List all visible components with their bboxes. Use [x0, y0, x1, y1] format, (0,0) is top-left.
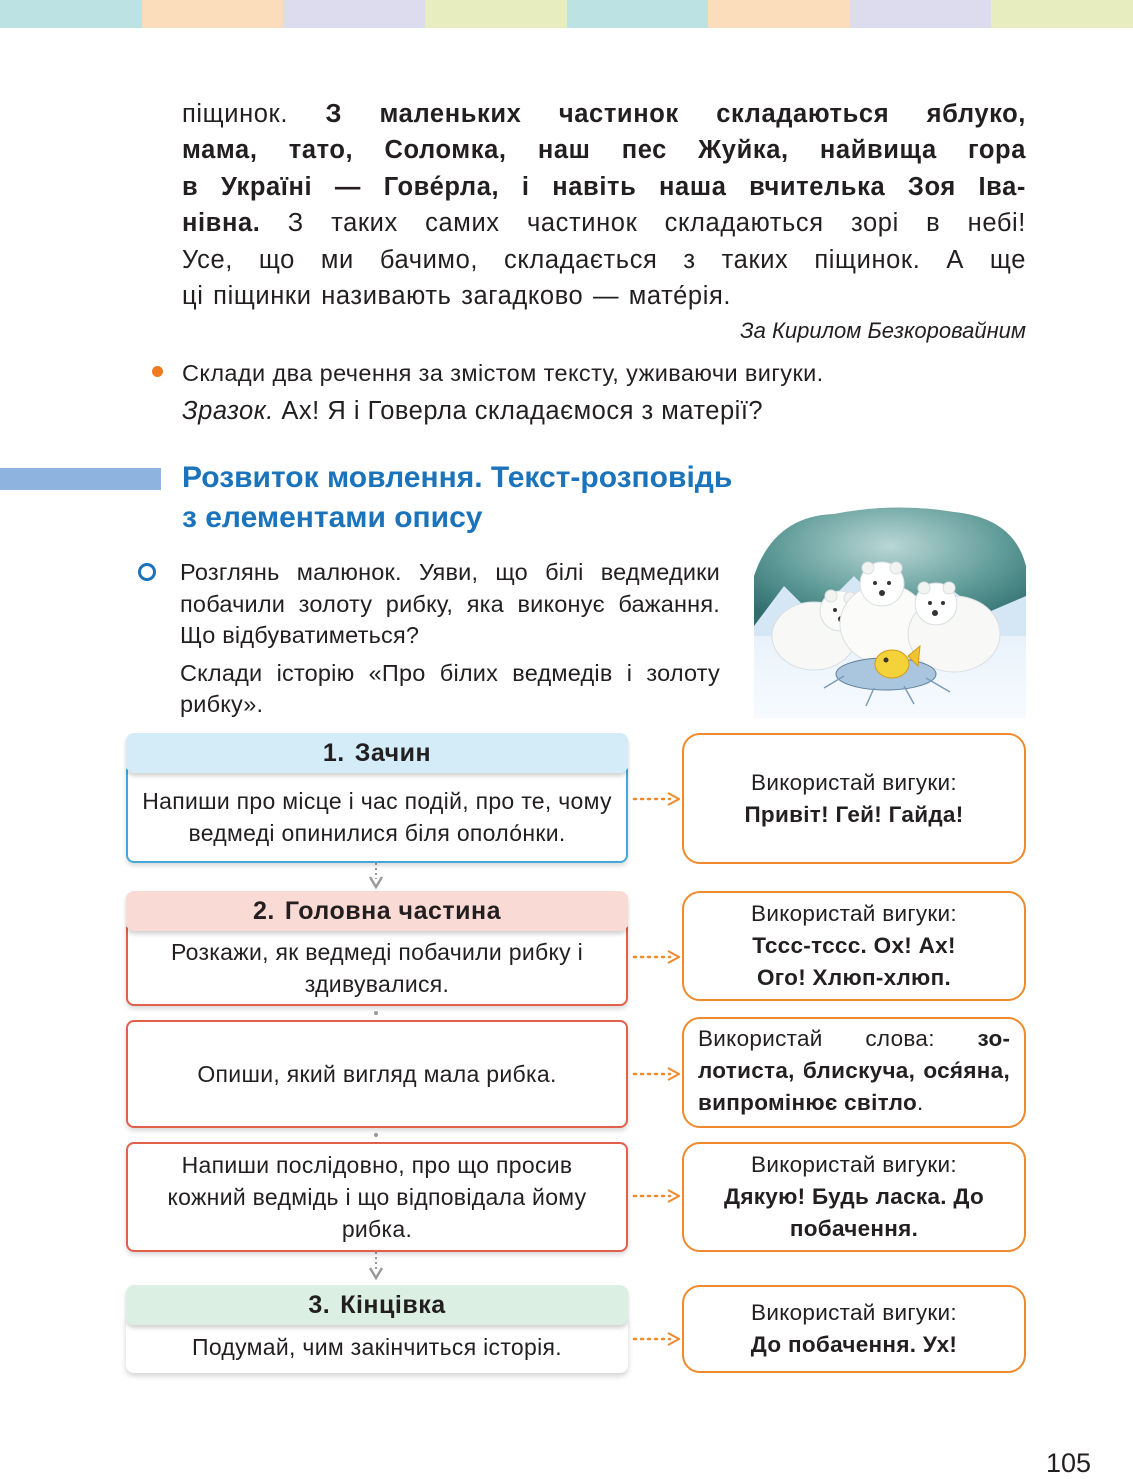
plan-number: 1.	[322, 739, 345, 767]
section-title-line: з елементами опису	[182, 501, 483, 534]
plan-box-text: Подумай, чим закінчиться історія.	[192, 1334, 562, 1360]
dotted-arrow-icon	[632, 792, 680, 806]
top-bar-segment	[708, 0, 850, 28]
dotted-arrow-icon	[632, 1189, 680, 1203]
task-paragraph: Склади історію «Про білих ведмедів і золоту рибку».	[180, 659, 720, 717]
dotted-arrow-icon	[632, 1067, 680, 1081]
plan-box-text: Напиши послідовно, про що просив кожний ведмідь і що відповідала йому рибка.	[167, 1152, 587, 1242]
paragraph-line	[182, 169, 1026, 205]
dotted-arrow-icon	[632, 1332, 680, 1346]
paragraph-line	[182, 96, 1026, 132]
tip-label: Використай слова:	[698, 1026, 978, 1051]
circle-marker-icon	[138, 563, 156, 581]
plan-header-title: Головна частина	[284, 897, 501, 925]
top-bar-segment	[142, 0, 284, 28]
bold-text: в Україні — Гове́рла, і навіть наша вчителька Зоя Іва-	[182, 172, 1026, 201]
section-title-line: Розвиток мовлення. Текст-розповідь	[182, 461, 733, 494]
orange-bullet-icon	[152, 366, 163, 377]
paragraph-line	[182, 278, 1026, 314]
tip-box-main-step2	[682, 1017, 1026, 1128]
plan-number: 3.	[308, 1291, 331, 1319]
paragraph-line	[182, 205, 1026, 241]
tip-end: .	[916, 1090, 924, 1115]
top-bar-segment	[850, 0, 992, 28]
connector-dot-icon	[369, 1006, 383, 1020]
connector-dot-icon	[369, 1128, 383, 1142]
top-bar-segment	[0, 0, 142, 28]
task-example	[182, 397, 763, 426]
bold-text: мама, тато, Соломка, наш пес Жуйка, найвища гора	[182, 136, 1026, 165]
plan-header-main	[126, 891, 628, 931]
bold-text: З маленьких частинок складаються яблуко,	[325, 100, 1026, 128]
top-bar-segment	[283, 0, 425, 28]
text-source-attribution: За Кирилом Безкоровайним	[740, 318, 1026, 343]
tip-label: Використай вигуки:	[751, 1300, 957, 1325]
example-label: Зразок.	[182, 397, 274, 425]
text: Усе, що ми бачимо, складається з таких піщинок. А ще	[182, 245, 1026, 274]
task-paragraph: Розглянь малюнок. Уяви, що білі ведмедики побачили золоту рибку, яка виконує бажання. Що відбуватиметься?	[180, 559, 720, 648]
tip-label: Використай вигуки:	[751, 901, 957, 926]
text: З таких самих частинок складаються зорі в небі!	[260, 209, 1026, 238]
tip-words: Привіт! Гей! Гайда!	[744, 801, 964, 827]
paragraph-line	[182, 132, 1026, 168]
tip-words: Дякую! Будь ласка. До побачення.	[723, 1184, 985, 1241]
text: піщинок.	[182, 100, 326, 128]
tip-words: золотиста, блискуча, ося́яна, випромінює світло	[698, 1026, 1010, 1115]
tip-box-main-step1	[682, 891, 1026, 1001]
dotted-arrow-icon	[632, 950, 680, 964]
tip-box-ending	[682, 1285, 1026, 1373]
tip-label: Використай вигуки:	[751, 1152, 957, 1177]
down-arrow-icon	[369, 1252, 383, 1282]
top-bar-segment	[567, 0, 709, 28]
tip-words: Тссс-тссс. Ох! Ах! Ого! Хлюп-хлюп.	[752, 933, 956, 990]
down-arrow-icon	[369, 863, 383, 891]
top-color-bar	[0, 0, 1133, 28]
plan-number: 2.	[252, 897, 275, 925]
plan-box-text: Напиши про місце і час подій, про те, чому ведмеді опинилися біля ополо́нки.	[142, 788, 612, 846]
bold-text: нівна.	[182, 209, 261, 238]
text: ці піщинки називають загадково — мате́рія.	[182, 282, 732, 311]
plan-box-zachyn	[126, 763, 628, 863]
plan-box-text: Розкажи, як ведмеді побачили рибку і здивувалися.	[171, 938, 583, 997]
plan-box-text: Опиши, який вигляд мала рибка.	[197, 1061, 557, 1087]
plan-header-title: Кінцівка	[340, 1291, 446, 1319]
plan-box-main-step2	[126, 1020, 628, 1128]
task-description	[180, 557, 720, 721]
plan-header-title: Зачин	[354, 739, 432, 767]
polar-bears-illustration	[754, 506, 1026, 718]
plan-box-main-step3	[126, 1142, 628, 1252]
page-number: 105	[1045, 1448, 1091, 1478]
example-text: Ах! Я і Говерла складаємося з матерії?	[273, 397, 764, 425]
paragraph-line	[182, 242, 1026, 278]
top-bar-segment	[425, 0, 567, 28]
tip-box-zachyn	[682, 733, 1026, 864]
section-marker-bar	[0, 468, 161, 490]
reading-paragraph	[182, 96, 1026, 314]
plan-box-main-step1	[126, 921, 628, 1006]
tip-label: Використай вигуки:	[751, 769, 957, 795]
plan-header-zachyn	[126, 733, 628, 773]
task-instruction: Склади два речення за змістом тексту, уживаючи вигуки.	[182, 360, 824, 386]
plan-header-ending	[126, 1285, 628, 1325]
tip-words: До побачення. Ух!	[750, 1332, 958, 1357]
tip-box-main-step3	[682, 1142, 1026, 1252]
top-bar-segment	[991, 0, 1133, 28]
